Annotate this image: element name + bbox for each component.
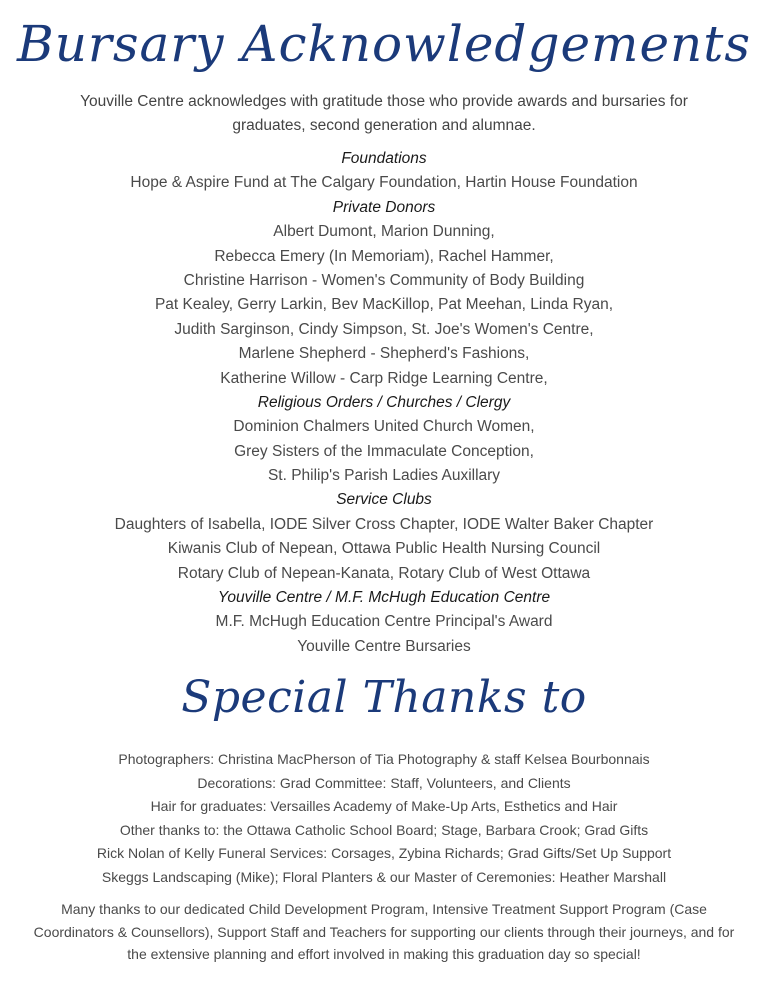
donor-line: Kiwanis Club of Nepean, Ottawa Public Health Nursing Council [167,540,601,558]
donor-line: Rebecca Emery (In Memoriam), Rachel Hammer, [214,247,554,265]
thanks-line: Decorations: Grad Committee: Staff, Volunteers, and Clients [197,774,571,791]
special-thanks-title: Special Thanks to [181,672,587,723]
donor-line: St. Philip's Parish Ladies Auxillary [267,467,501,485]
donor-line: Albert Dumont, Marion Dunning, [273,223,495,241]
section-heading: Youville Centre / M.F. McHugh Education Centre [217,589,551,607]
donor-line: Daughters of Isabella, IODE Silver Cross Chapter, IODE Walter Baker Chapter [114,515,654,533]
page-title: Bursary Acknowledgements [16,15,751,73]
intro-paragraph: Youville Centre acknowledges with gratitude those who provide awards and bursaries for graduates, second generation and alumnae. [80,93,688,134]
donor-line: Dominion Chalmers United Church Women, [233,418,535,436]
donor-line: Youville Centre Bursaries [297,637,471,655]
donor-line: Grey Sisters of the Immaculate Conception, [234,442,534,460]
thanks-line: Hair for graduates: Versailles Academy of Make-Up Arts, Esthetics and Hair [150,798,618,815]
thanks-line: Skeggs Landscaping (Mike); Floral Planters & our Master of Ceremonies: Heather Marshall [101,868,667,885]
donor-line: Hope & Aspire Fund at The Calgary Foundation, Hartin House Foundation [130,174,638,192]
special-thanks-list [0,748,768,890]
acknowledgement-lists [0,147,768,659]
donor-line: M.F. McHugh Education Centre Principal's Award [215,613,553,631]
section-heading: Service Clubs [336,491,432,509]
donor-line: Marlene Shepherd - Shepherd's Fashions, [238,345,530,363]
section-heading: Religious Orders / Churches / Clergy [257,393,511,411]
thanks-line: Rick Nolan of Kelly Funeral Services: Corsages, Zybina Richards; Grad Gifts/Set Up Support [96,845,672,862]
donor-line: Christine Harrison - Women's Community of Body Building [183,271,585,289]
donor-line: Pat Kealey, Gerry Larkin, Bev MacKillop, Pat Meehan, Linda Ryan, [154,296,614,314]
thanks-line: Photographers: Christina MacPherson of Tia Photography & staff Kelsea Bourbonnais [118,751,650,767]
donor-line: Judith Sarginson, Cindy Simpson, St. Joe's Women's Centre, [174,320,594,338]
section-heading: Private Donors [332,198,436,216]
section-heading: Foundations [341,150,427,167]
thanks-line: Other thanks to: the Ottawa Catholic School Board; Stage, Barbara Crook; Grad Gifts [119,821,649,838]
donor-line: Rotary Club of Nepean-Kanata, Rotary Club of West Ottawa [177,564,591,582]
closing-paragraph: Many thanks to our dedicated Child Development Program, Intensive Treatment Support Program (Case Coordinators & Counsellors), Support Staff and Teachers for supporting our clients through their journeys, and for the extensive planning and effort involved in making this graduation day so special! [33,901,735,962]
donor-line: Katherine Willow - Carp Ridge Learning Centre, [220,369,548,387]
